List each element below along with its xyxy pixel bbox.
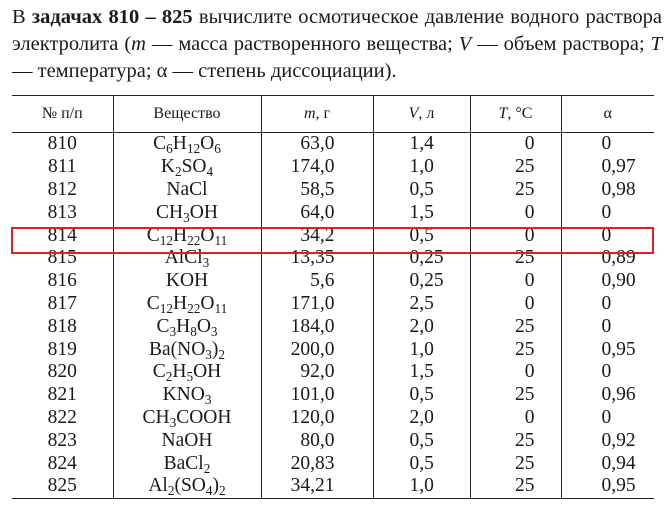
formula-part: NaOH: [161, 429, 213, 451]
cell-temperature: 0: [470, 224, 561, 247]
table-body: [12, 133, 654, 499]
table-row: [12, 224, 654, 247]
formula-subscript: 12: [186, 141, 201, 157]
formula-part: C: [153, 133, 167, 155]
cell-volume: 0,25: [373, 247, 470, 270]
table-row: [12, 315, 654, 338]
intro-text-1: вычислите осмотическое давление водного раствора электролита (: [12, 6, 662, 55]
table-row: [12, 201, 654, 224]
header-mass-unit: , г: [315, 105, 331, 122]
formula-part: Ba(NO: [148, 338, 206, 360]
cell-substance-formula: [113, 156, 261, 179]
cell-volume: 1,0: [373, 338, 470, 361]
cell-alpha: 0,95: [561, 475, 654, 498]
cell-volume: 0,25: [373, 270, 470, 293]
table-row: [12, 247, 654, 270]
cell-volume: 1,0: [373, 156, 470, 179]
table-row: [12, 270, 654, 293]
cell-temperature: 0: [470, 270, 561, 293]
cell-mass: 20,83: [261, 452, 373, 475]
cell-alpha: 0,94: [561, 452, 654, 475]
formula-part: H: [172, 361, 187, 383]
cell-mass: 174,0: [261, 156, 373, 179]
header-alpha: α: [561, 96, 654, 133]
formula-part: KNO: [162, 384, 205, 406]
table-header-row: [12, 96, 654, 133]
formula-subscript: 5: [186, 369, 194, 385]
formula-subscript: 4: [206, 164, 214, 180]
cell-substance-formula: [113, 452, 261, 475]
header-temperature-symbol: T: [498, 105, 508, 122]
cell-substance-formula: [113, 133, 261, 156]
formula-subscript: 11: [214, 301, 228, 317]
formula-part: CH: [156, 201, 184, 223]
cell-temperature: 25: [470, 338, 561, 361]
cell-mass: 184,0: [261, 315, 373, 338]
formula-part: C: [146, 224, 160, 246]
cell-volume: 0,5: [373, 429, 470, 452]
cell-alpha: 0,89: [561, 247, 654, 270]
cell-temperature: 25: [470, 156, 561, 179]
cell-mass: 171,0: [261, 293, 373, 316]
formula-part: H: [173, 292, 188, 314]
cell-number: 816: [47, 270, 77, 292]
cell-number: 825: [12, 475, 113, 498]
cell-temperature: 0: [470, 133, 561, 156]
formula-subscript: 3: [204, 392, 212, 408]
formula-part: C: [152, 361, 166, 383]
formula-part: OH: [193, 361, 222, 383]
formula-subscript: 2: [165, 369, 173, 385]
cell-alpha: 0,95: [561, 338, 654, 361]
formula-part: O: [200, 133, 215, 155]
formula-part: KOH: [165, 270, 209, 292]
formula-part: O: [196, 315, 211, 337]
cell-substance-formula: [113, 247, 261, 270]
table-row: [12, 179, 654, 202]
cell-volume: 0,5: [373, 224, 470, 247]
formula-part: COOH: [176, 406, 232, 428]
formula-part: CH: [142, 406, 170, 428]
cell-temperature: 25: [470, 247, 561, 270]
formula-subscript: 3: [169, 415, 177, 431]
table-row: [12, 156, 654, 179]
cell-substance-formula: [113, 224, 261, 247]
cell-number: 815: [47, 247, 77, 269]
cell-alpha: 0: [561, 201, 654, 224]
formula-subscript: 6: [166, 141, 173, 157]
formula-part: (SO: [174, 475, 206, 497]
cell-alpha: 0,97: [561, 156, 654, 179]
formula-part: BaCl: [163, 452, 204, 474]
formula-subscript: 11: [214, 232, 228, 248]
cell-mass: 34,21: [261, 475, 373, 498]
header-substance: Вещество: [113, 96, 261, 133]
header-mass: [261, 96, 373, 133]
cell-substance-formula: [113, 429, 261, 452]
cell-mass: 64,0: [261, 201, 373, 224]
formula-subscript: 3: [169, 324, 177, 339]
cell-substance-formula: [113, 475, 261, 498]
table-row: [12, 407, 654, 430]
formula-subscript: 3: [183, 210, 190, 226]
formula-subscript: 3: [202, 255, 210, 271]
cell-volume: 2,5: [373, 293, 470, 316]
formula-part: C: [156, 315, 170, 337]
data-table: [12, 95, 654, 499]
cell-alpha: 0: [561, 293, 654, 316]
cell-number: 821: [47, 384, 77, 406]
cell-substance-formula: [113, 315, 261, 338]
formula-subscript: 6: [214, 141, 221, 157]
cell-temperature: 25: [470, 384, 561, 407]
formula-part: AlCl: [164, 247, 203, 269]
cell-substance-formula: [113, 338, 261, 361]
intro-m-symbol: m: [131, 33, 146, 55]
header-volume-symbol: V: [408, 105, 419, 122]
formula-subscript: 8: [190, 324, 197, 339]
cell-alpha: 0: [561, 315, 654, 338]
cell-temperature: 0: [470, 407, 561, 430]
cell-number: 813: [47, 201, 77, 223]
header-number: № п/п: [12, 96, 113, 133]
cell-volume: 1,4: [373, 133, 470, 156]
table-row: [12, 361, 654, 384]
cell-number: 811: [47, 156, 77, 178]
cell-volume: 2,0: [373, 407, 470, 430]
cell-number: 817: [47, 292, 77, 314]
cell-number: 818: [47, 315, 77, 337]
formula-part: C: [146, 292, 160, 314]
cell-mass: 5,6: [261, 270, 373, 293]
cell-temperature: 25: [470, 452, 561, 475]
formula-subscript: 22: [187, 232, 201, 248]
cell-temperature: 25: [470, 315, 561, 338]
header-volume-unit: , л: [418, 105, 435, 122]
cell-mass: 13,35: [261, 247, 373, 270]
formula-subscript: 2: [174, 164, 182, 180]
header-volume: [373, 96, 470, 133]
table-row: [12, 452, 654, 475]
cell-alpha: 0: [561, 361, 654, 384]
cell-mass: 58,5: [261, 179, 373, 202]
cell-temperature: 0: [470, 361, 561, 384]
cell-alpha: 0: [561, 133, 654, 156]
formula-subscript: 4: [205, 483, 213, 499]
formula-part: H: [176, 315, 191, 337]
cell-substance-formula: [113, 201, 261, 224]
cell-volume: 1,5: [373, 201, 470, 224]
task-intro-paragraph: [12, 4, 662, 85]
cell-number: 810: [47, 133, 77, 155]
intro-v-symbol: V: [458, 33, 472, 55]
cell-mass: 120,0: [261, 407, 373, 430]
table-row: [12, 133, 654, 156]
cell-temperature: 0: [470, 201, 561, 224]
formula-subscript: 12: [159, 301, 174, 317]
formula-part: H: [173, 224, 188, 246]
formula-subscript: 2: [219, 483, 226, 499]
formula-subscript: 2: [203, 460, 211, 476]
cell-number: 824: [47, 452, 77, 474]
cell-mass: 92,0: [261, 361, 373, 384]
cell-number: 814: [47, 224, 77, 246]
formula-part: O: [200, 224, 215, 246]
cell-temperature: 0: [470, 293, 561, 316]
cell-temperature: 25: [470, 179, 561, 202]
cell-substance-formula: [113, 270, 261, 293]
cell-number: 819: [47, 338, 77, 360]
cell-substance-formula: [113, 384, 261, 407]
cell-mass: 200,0: [261, 338, 373, 361]
header-temperature-unit: , °С: [507, 105, 533, 122]
cell-number: 820: [47, 361, 77, 383]
cell-volume: 0,5: [373, 384, 470, 407]
formula-part: K: [160, 156, 175, 178]
cell-number: 812: [47, 178, 77, 200]
intro-text-4: — температура; α — степень диссоциации).: [12, 60, 397, 82]
intro-task-range: задачах 810 – 825: [31, 6, 193, 28]
formula-part: SO: [181, 156, 207, 178]
table-row: [12, 338, 654, 361]
formula-subscript: 3: [210, 324, 218, 339]
intro-text-3: — объем раствора;: [471, 33, 651, 55]
cell-number: 822: [47, 406, 77, 428]
cell-alpha: 0,98: [561, 179, 654, 202]
cell-substance-formula: [113, 179, 261, 202]
header-temperature: [470, 96, 561, 133]
formula-part: Al: [148, 475, 168, 497]
formula-part: NaCl: [166, 178, 208, 200]
cell-mass: 80,0: [261, 429, 373, 452]
table-row: [12, 475, 654, 498]
intro-prefix: В: [12, 6, 32, 28]
formula-subscript: 12: [159, 232, 174, 248]
formula-part: ): [212, 475, 220, 497]
cell-alpha: 0,92: [561, 429, 654, 452]
table-row: [12, 384, 654, 407]
formula-part: OH: [189, 201, 218, 223]
formula-part: H: [172, 133, 187, 155]
cell-number: 823: [47, 429, 77, 451]
cell-substance-formula: [113, 407, 261, 430]
intro-t-symbol: T: [650, 33, 662, 55]
cell-substance-formula: [113, 293, 261, 316]
formula-subscript: 2: [167, 483, 175, 499]
table-row: [12, 293, 654, 316]
cell-volume: 2,0: [373, 315, 470, 338]
cell-alpha: 0,96: [561, 384, 654, 407]
cell-temperature: 25: [470, 429, 561, 452]
cell-alpha: 0,90: [561, 270, 654, 293]
formula-subscript: 2: [218, 346, 226, 362]
formula-subscript: 22: [187, 301, 201, 317]
cell-temperature: 25: [470, 475, 561, 498]
cell-substance-formula: [113, 361, 261, 384]
cell-alpha: 0: [561, 407, 654, 430]
cell-volume: 0,5: [373, 452, 470, 475]
cell-mass: 101,0: [261, 384, 373, 407]
header-mass-symbol: m: [303, 105, 316, 122]
cell-volume: 1,5: [373, 361, 470, 384]
cell-mass: 63,0: [261, 133, 373, 156]
formula-part: O: [200, 292, 215, 314]
table-row: [12, 429, 654, 452]
cell-volume: 0,5: [373, 179, 470, 202]
cell-alpha: 0: [561, 224, 654, 247]
formula-subscript: 3: [205, 346, 212, 362]
intro-text-2: — масса растворенного вещества;: [145, 33, 459, 55]
cell-mass: 34,2: [261, 224, 373, 247]
cell-volume: 1,0: [373, 475, 470, 498]
formula-part: ): [211, 338, 219, 360]
